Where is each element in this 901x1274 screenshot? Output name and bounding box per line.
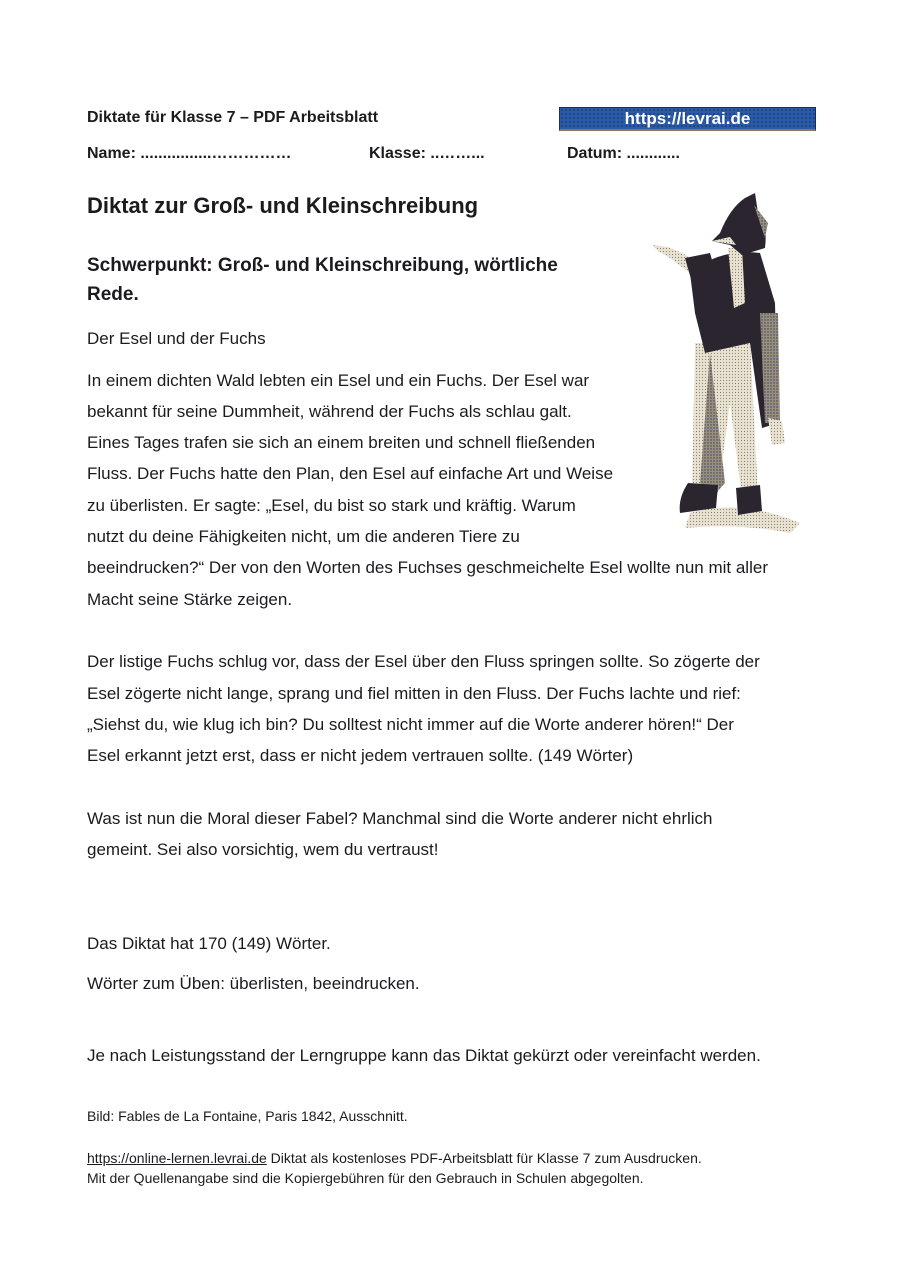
text-line: Was ist nun die Moral dieser Fabel? Manchmal sind die Worte anderer nicht ehrlich (87, 809, 713, 828)
fox-illustration-icon (650, 193, 810, 538)
text-line: „Siehst du, wie klug ich bin? Du solltest nicht immer auf die Worte anderer hören!“ Der (87, 715, 734, 734)
text-line: gemeint. Sei also vorsichtig, wem du vertraust! (87, 840, 439, 859)
text-line: Esel zögerte nicht lange, sprang und fiel mitten in den Fluss. Der Fuchs lachte und rief: (87, 684, 741, 703)
page-title: Diktat zur Groß- und Kleinschreibung (87, 193, 479, 218)
site-banner-link[interactable]: https://levrai.de (559, 107, 816, 131)
practice-words: Wörter zum Üben: überlisten, beeindrucken. (87, 974, 420, 993)
text-line: bekannt für seine Dummheit, während der Fuchs als schlau galt. (87, 402, 572, 421)
text-line: beeindrucken?“ Der von den Worten des Fuchses geschmeichelte Esel wollte nun mit aller (87, 558, 768, 577)
date-field: Datum: ............ (567, 145, 680, 162)
story-title: Der Esel und der Fuchs (87, 329, 266, 348)
subtitle-line-2: Rede. (87, 284, 139, 305)
footer-link[interactable]: https://online-lernen.levrai.de (87, 1150, 267, 1166)
text-line: nutzt du deine Fähigkeiten nicht, um die anderen Tiere zu (87, 527, 520, 546)
footer-line-1-text: Diktat als kostenloses PDF-Arbeitsblatt für Klasse 7 zum Ausdrucken. (266, 1150, 702, 1166)
word-count: Das Diktat hat 170 (149) Wörter. (87, 934, 331, 953)
text-line: zu überlisten. Er sagte: „Esel, du bist so stark und kräftig. Warum (87, 496, 576, 515)
text-line: Esel erkannt jetzt erst, dass er nicht jedem vertrauen sollte. (149 Wörter) (87, 746, 634, 765)
text-line: Der listige Fuchs schlug vor, dass der Esel über den Fluss springen sollte. So zögerte der (87, 652, 760, 671)
class-field: Klasse: ..……... (369, 145, 485, 162)
image-caption: Bild: Fables de La Fontaine, Paris 1842, Ausschnitt. (87, 1108, 408, 1124)
footer-line-2: Mit der Quellenangabe sind die Kopiergebühren für den Gebrauch in Schulen abgegolten. (87, 1170, 644, 1186)
subtitle-line-1: Schwerpunkt: Groß- und Kleinschreibung, wörtliche (87, 255, 558, 276)
difficulty-note: Je nach Leistungsstand der Lerngruppe kann das Diktat gekürzt oder vereinfacht werden. (87, 1046, 761, 1065)
text-line: Eines Tages trafen sie sich an einem breiten und schnell fließenden (87, 433, 596, 452)
text-line: Fluss. Der Fuchs hatte den Plan, den Esel auf einfache Art und Weise (87, 464, 614, 483)
text-line: In einem dichten Wald lebten ein Esel und ein Fuchs. Der Esel war (87, 371, 590, 390)
name-field: Name: ................…………… (87, 145, 292, 162)
text-line: Macht seine Stärke zeigen. (87, 590, 293, 609)
worksheet-header-title: Diktate für Klasse 7 – PDF Arbeitsblatt (87, 109, 379, 126)
footer-line-1 (87, 1150, 702, 1166)
